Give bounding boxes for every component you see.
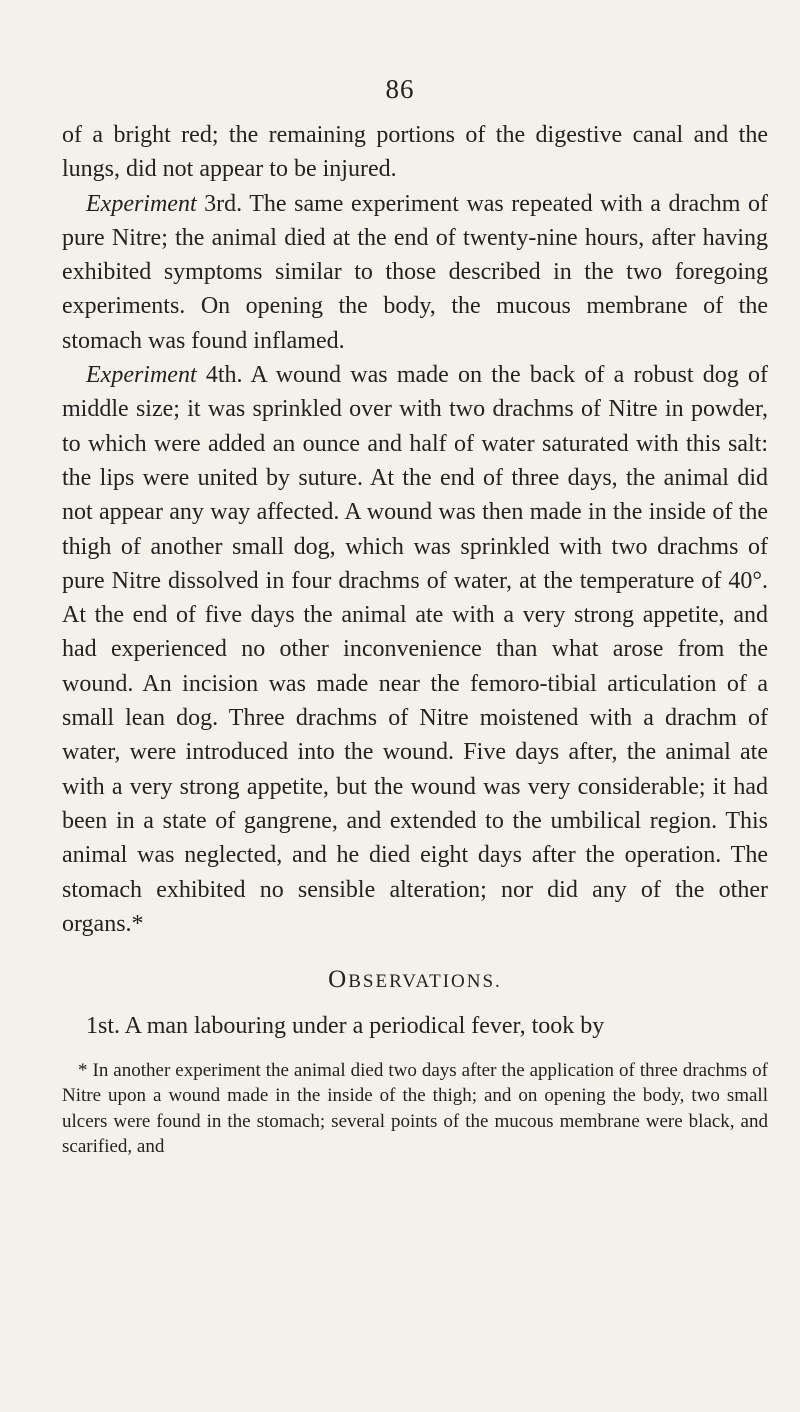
paragraph-experiment-4 xyxy=(62,358,768,941)
experiment-3-label: Experiment xyxy=(86,190,197,217)
paragraph-observation-1: 1st. A man labouring under a periodical fever, took by xyxy=(86,1013,605,1040)
footnote-text: In another experiment the animal died two days after the application of three drachms of Nitre upon a wound made in the inside of the thigh; and on opening the body, two small ulcers were found in the stomach; several points of the mucous membrane were black, and scarified, and xyxy=(62,1059,768,1158)
page-body xyxy=(62,118,768,1160)
paragraph-experiment-3 xyxy=(62,187,768,358)
experiment-3-text: 3rd. The same experiment was repeated with a drachm of pure Nitre; the animal died at the end of twenty-nine hours, after having exhibited symptoms similar to those described in the two foregoing experiments. On opening the body, the mucous membrane of the stomach was found inflamed. xyxy=(62,190,768,354)
footnote xyxy=(62,1058,768,1160)
observations-heading xyxy=(62,963,768,999)
experiment-4-label: Experiment xyxy=(86,362,197,389)
observations-heading-text: OBSERVATIONS. xyxy=(328,966,502,994)
footnote-marker: * xyxy=(78,1059,88,1081)
paragraph-continuation: of a bright red; the remaining portions of the digestive canal and the lungs, did not appear to be injured. xyxy=(62,122,768,183)
page-number: 86 xyxy=(385,74,415,104)
experiment-4-text: 4th. A wound was made on the back of a robust dog of middle size; it was sprinkled over with two drachms of Nitre in powder, to which were added an ounce and half of water saturated with this salt: the lips were united by suture. At the end of three days, the animal did not appear any way affected. A wound was then made in the inside of the thigh of another small dog, which was sprinkled with two drachms of pure Nitre dissolved in four drachms of water, at the temperature of 40°. At the end of five days the animal ate with a very strong appetite, and had experienced no other inconvenience than what arose from the wound. An incision was made near the femoro-tibial articulation of a small lean dog. Three drachms of Nitre moistened with a drachm of water, were introduced into the wound. Five days after, the animal ate with a very strong appetite, but the wound was very considerable; it had been in a state of gangrene, and extended to the umbilical region. This animal was neglected, and he died eight days after the operation. The stomach exhibited no sensible alteration; nor did any of the other organs.* xyxy=(62,362,768,937)
